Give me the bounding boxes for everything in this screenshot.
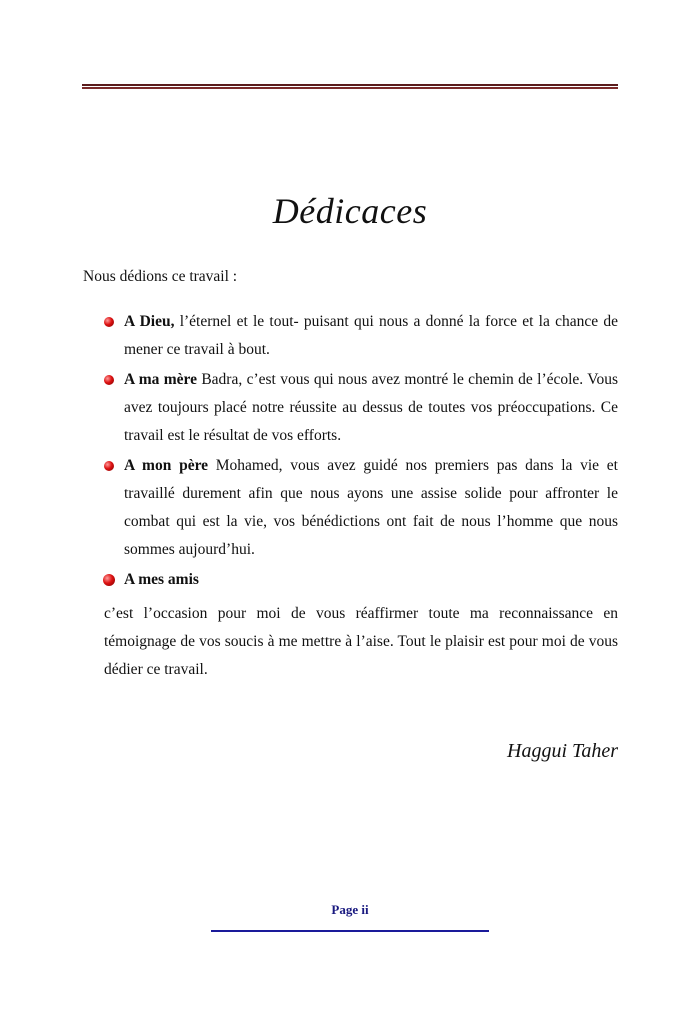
page-number: Page ii	[331, 902, 369, 917]
header-rule	[82, 84, 618, 89]
closing-paragraph: c’est l’occasion pour moi de vous réaffirmer toute ma reconnaissance en témoignage de vos soucis à me mettre à l’aise. Tout le plaisir est pour moi de vous dédier ce travail.	[104, 605, 618, 678]
bullet-icon	[104, 461, 114, 471]
list-item	[104, 566, 618, 594]
list-item	[104, 308, 618, 364]
footer-rule	[211, 930, 489, 932]
dedication-heading: A mon père	[124, 457, 209, 474]
bullet-icon	[104, 317, 114, 327]
signature: Haggui Taher	[507, 740, 618, 762]
dedication-heading: A Dieu,	[124, 313, 175, 330]
dedication-text: Mohamed, vous avez guidé nos premiers pas dans la vie et travaillé durement afin que nous ayons une assise solide pour affronter le combat qui est la vie, vos bénédictions ont fait de nous l’homme que nous sommes aujourd’hui.	[124, 457, 618, 558]
page-title: Dédicaces	[272, 191, 428, 231]
dedication-heading: A mes amis	[124, 571, 199, 588]
dedication-text: l’éternel et le tout- puisant qui nous a donné la force et la chance de mener ce travail à bout.	[124, 313, 618, 358]
list-item	[104, 366, 618, 450]
bullet-icon	[104, 375, 114, 385]
dedication-list	[104, 308, 618, 596]
dedication-text: Badra, c’est vous qui nous avez montré le chemin de l’école. Vous avez toujours placé notre réussite au dessus de toutes vos préoccupations. Ce travail est le résultat de vos efforts.	[124, 371, 618, 444]
intro-text: Nous dédions ce travail :	[83, 268, 238, 285]
bullet-icon	[103, 574, 115, 586]
dedication-heading: A ma mère	[124, 371, 197, 388]
list-item	[104, 452, 618, 564]
